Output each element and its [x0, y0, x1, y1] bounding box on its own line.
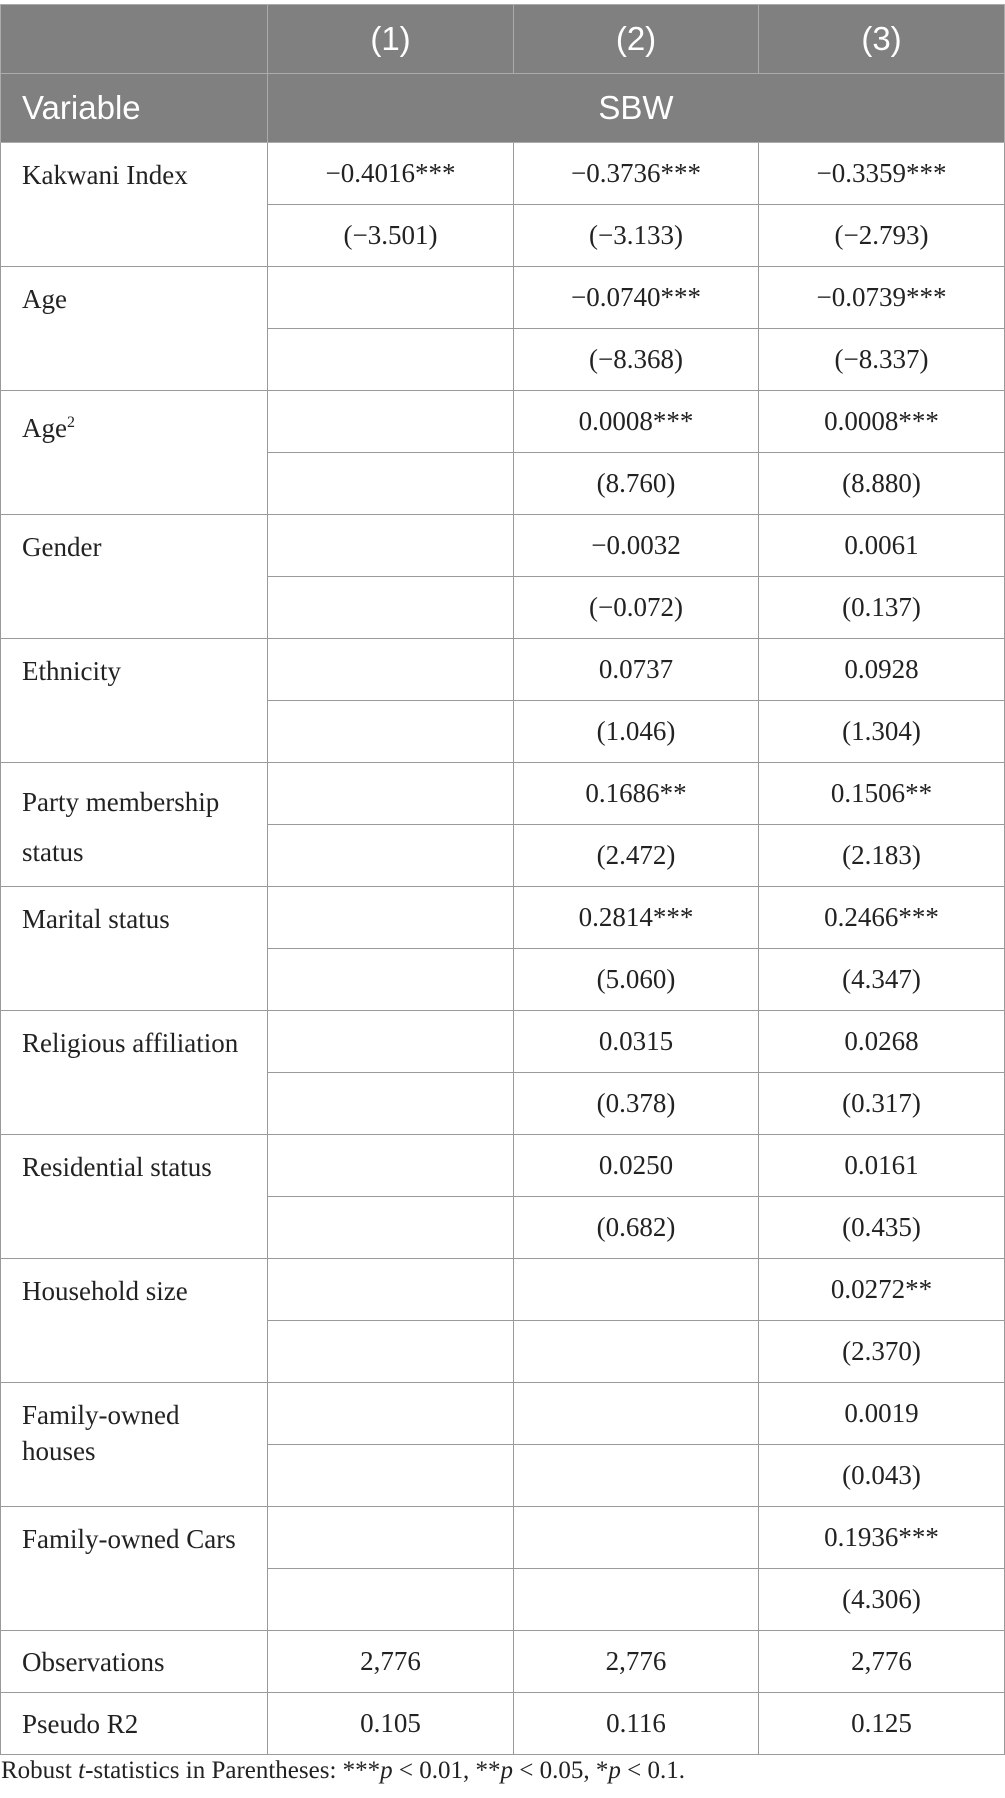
tstat-cell	[514, 1321, 759, 1383]
tstat-cell: (4.347)	[759, 949, 1005, 1011]
variable-name: Residential status	[22, 1152, 212, 1182]
coefficient-cell: 0.0928	[759, 639, 1005, 701]
variable-name-cell	[1, 515, 268, 639]
coefficient-cell: 0.0008***	[759, 391, 1005, 453]
tstat-cell	[514, 1445, 759, 1507]
footnote-part: < 0.1.	[620, 1757, 685, 1784]
table-row-coefficient	[1, 1011, 1005, 1073]
coefficient-cell: 0.0061	[759, 515, 1005, 577]
tstat-cell: (1.046)	[514, 701, 759, 763]
table-row-coefficient	[1, 267, 1005, 329]
statistic-name: Pseudo R2	[1, 1693, 268, 1755]
coefficient-cell	[268, 1259, 514, 1321]
table-row-coefficient	[1, 1259, 1005, 1321]
dependent-variable-header: SBW	[268, 74, 1005, 143]
tstat-cell: (−3.133)	[514, 205, 759, 267]
table-row-coefficient	[1, 391, 1005, 453]
tstat-cell	[268, 453, 514, 515]
table-row-coefficient	[1, 1135, 1005, 1197]
tstat-cell: (−2.793)	[759, 205, 1005, 267]
variable-name-cell	[1, 1383, 268, 1507]
tstat-cell: (0.137)	[759, 577, 1005, 639]
column-number-1: (1)	[268, 5, 514, 74]
coefficient-cell: −0.0739***	[759, 267, 1005, 329]
coefficient-cell	[268, 391, 514, 453]
variable-name: Family-owned houses	[22, 1400, 180, 1466]
tstat-cell: (5.060)	[514, 949, 759, 1011]
coefficient-cell	[514, 1383, 759, 1445]
tstat-cell	[268, 949, 514, 1011]
column-number-2: (2)	[514, 5, 759, 74]
coefficient-cell: 0.0008***	[514, 391, 759, 453]
coefficient-cell: 0.2466***	[759, 887, 1005, 949]
footnote-part: < 0.01, **	[392, 1757, 501, 1784]
coefficient-cell: −0.0740***	[514, 267, 759, 329]
tstat-cell: (0.682)	[514, 1197, 759, 1259]
tstat-cell: (2.183)	[759, 825, 1005, 887]
footnote-part: < 0.05, *	[513, 1757, 609, 1784]
table-body	[1, 143, 1005, 1755]
table-row-coefficient	[1, 1383, 1005, 1445]
coefficient-cell	[268, 1011, 514, 1073]
coefficient-cell: −0.0032	[514, 515, 759, 577]
variable-name-cell	[1, 391, 268, 515]
coefficient-cell: 0.1936***	[759, 1507, 1005, 1569]
variable-name-cell	[1, 1259, 268, 1383]
regression-table	[0, 4, 1005, 1755]
coefficient-cell	[268, 1507, 514, 1569]
variable-name-cell	[1, 143, 268, 267]
table-row-coefficient	[1, 1507, 1005, 1569]
statistic-value: 0.125	[759, 1693, 1005, 1755]
table-row-coefficient	[1, 515, 1005, 577]
tstat-cell: (−8.368)	[514, 329, 759, 391]
coefficient-cell: 0.0315	[514, 1011, 759, 1073]
variable-name: Family-owned Cars	[22, 1524, 236, 1554]
variable-name: Religious affiliation	[22, 1028, 239, 1058]
variable-name: Marital status	[22, 904, 170, 934]
statistic-name: Observations	[1, 1631, 268, 1693]
statistic-value: 2,776	[268, 1631, 514, 1693]
tstat-cell	[268, 1321, 514, 1383]
coefficient-cell	[268, 887, 514, 949]
variable-name: Party membership status	[22, 787, 220, 867]
coefficient-cell	[268, 763, 514, 825]
coefficient-cell	[268, 515, 514, 577]
column-number-header-row	[1, 5, 1005, 74]
variable-name-cell	[1, 639, 268, 763]
coefficient-cell: 0.1506**	[759, 763, 1005, 825]
coefficient-cell: 0.0019	[759, 1383, 1005, 1445]
variable-name-cell	[1, 887, 268, 1011]
variable-header-row	[1, 74, 1005, 143]
table-row-statistic	[1, 1631, 1005, 1693]
variable-name: Gender	[22, 532, 102, 562]
statistic-value: 0.105	[268, 1693, 514, 1755]
variable-name: Kakwani Index	[22, 160, 188, 190]
tstat-cell: (−0.072)	[514, 577, 759, 639]
variable-name: Ethnicity	[22, 656, 121, 686]
tstat-cell: (0.317)	[759, 1073, 1005, 1135]
coefficient-cell	[514, 1507, 759, 1569]
statistic-value: 0.116	[514, 1693, 759, 1755]
coefficient-cell	[268, 267, 514, 329]
variable-name-cell	[1, 1011, 268, 1135]
variable-name-cell	[1, 1507, 268, 1631]
regression-table-container	[0, 4, 1005, 1755]
footnote-italic-p: p	[608, 1757, 621, 1784]
tstat-cell: (2.370)	[759, 1321, 1005, 1383]
variable-name: Household size	[22, 1276, 188, 1306]
tstat-cell	[268, 329, 514, 391]
variable-superscript: 2	[66, 414, 75, 431]
table-footnote	[1, 1757, 685, 1785]
coefficient-cell	[268, 639, 514, 701]
tstat-cell: (4.306)	[759, 1569, 1005, 1631]
coefficient-cell: 0.0250	[514, 1135, 759, 1197]
tstat-cell	[268, 701, 514, 763]
coefficient-cell: 0.2814***	[514, 887, 759, 949]
coefficient-cell	[514, 1259, 759, 1321]
tstat-cell: (−8.337)	[759, 329, 1005, 391]
tstat-cell	[268, 1197, 514, 1259]
tstat-cell	[268, 1569, 514, 1631]
footnote-italic-p: p	[380, 1757, 393, 1784]
table-row-coefficient	[1, 887, 1005, 949]
footnote-italic-p: p	[500, 1757, 514, 1784]
table-row-coefficient	[1, 143, 1005, 205]
tstat-cell: (0.043)	[759, 1445, 1005, 1507]
coefficient-cell	[268, 1383, 514, 1445]
coefficient-cell: 0.0272**	[759, 1259, 1005, 1321]
coefficient-cell: 0.0161	[759, 1135, 1005, 1197]
tstat-cell	[268, 577, 514, 639]
coefficient-cell: −0.3736***	[514, 143, 759, 205]
coefficient-cell: −0.4016***	[268, 143, 514, 205]
tstat-cell: (−3.501)	[268, 205, 514, 267]
coefficient-cell: 0.1686**	[514, 763, 759, 825]
coefficient-cell: 0.0268	[759, 1011, 1005, 1073]
coefficient-cell: 0.0737	[514, 639, 759, 701]
variable-header: Variable	[1, 74, 268, 143]
table-row-statistic	[1, 1693, 1005, 1755]
column-number-3: (3)	[759, 5, 1005, 74]
statistic-value: 2,776	[514, 1631, 759, 1693]
tstat-cell: (8.880)	[759, 453, 1005, 515]
variable-name: Age	[22, 413, 67, 443]
coefficient-cell: −0.3359***	[759, 143, 1005, 205]
coefficient-cell	[268, 1135, 514, 1197]
tstat-cell	[514, 1569, 759, 1631]
table-row-coefficient	[1, 763, 1005, 825]
variable-name-cell	[1, 267, 268, 391]
variable-name-cell	[1, 1135, 268, 1259]
footnote-part: Robust	[1, 1757, 79, 1784]
tstat-cell	[268, 1445, 514, 1507]
tstat-cell	[268, 825, 514, 887]
statistic-value: 2,776	[759, 1631, 1005, 1693]
tstat-cell	[268, 1073, 514, 1135]
variable-name: Age	[22, 284, 67, 314]
footnote-part: -statistics in Parentheses: ***	[85, 1757, 381, 1784]
tstat-cell: (1.304)	[759, 701, 1005, 763]
tstat-cell: (0.435)	[759, 1197, 1005, 1259]
footnote-italic-t: t	[78, 1757, 86, 1784]
variable-name-cell	[1, 763, 268, 887]
tstat-cell: (2.472)	[514, 825, 759, 887]
table-row-coefficient	[1, 639, 1005, 701]
tstat-cell: (0.378)	[514, 1073, 759, 1135]
header-blank-cell	[1, 5, 268, 74]
tstat-cell: (8.760)	[514, 453, 759, 515]
